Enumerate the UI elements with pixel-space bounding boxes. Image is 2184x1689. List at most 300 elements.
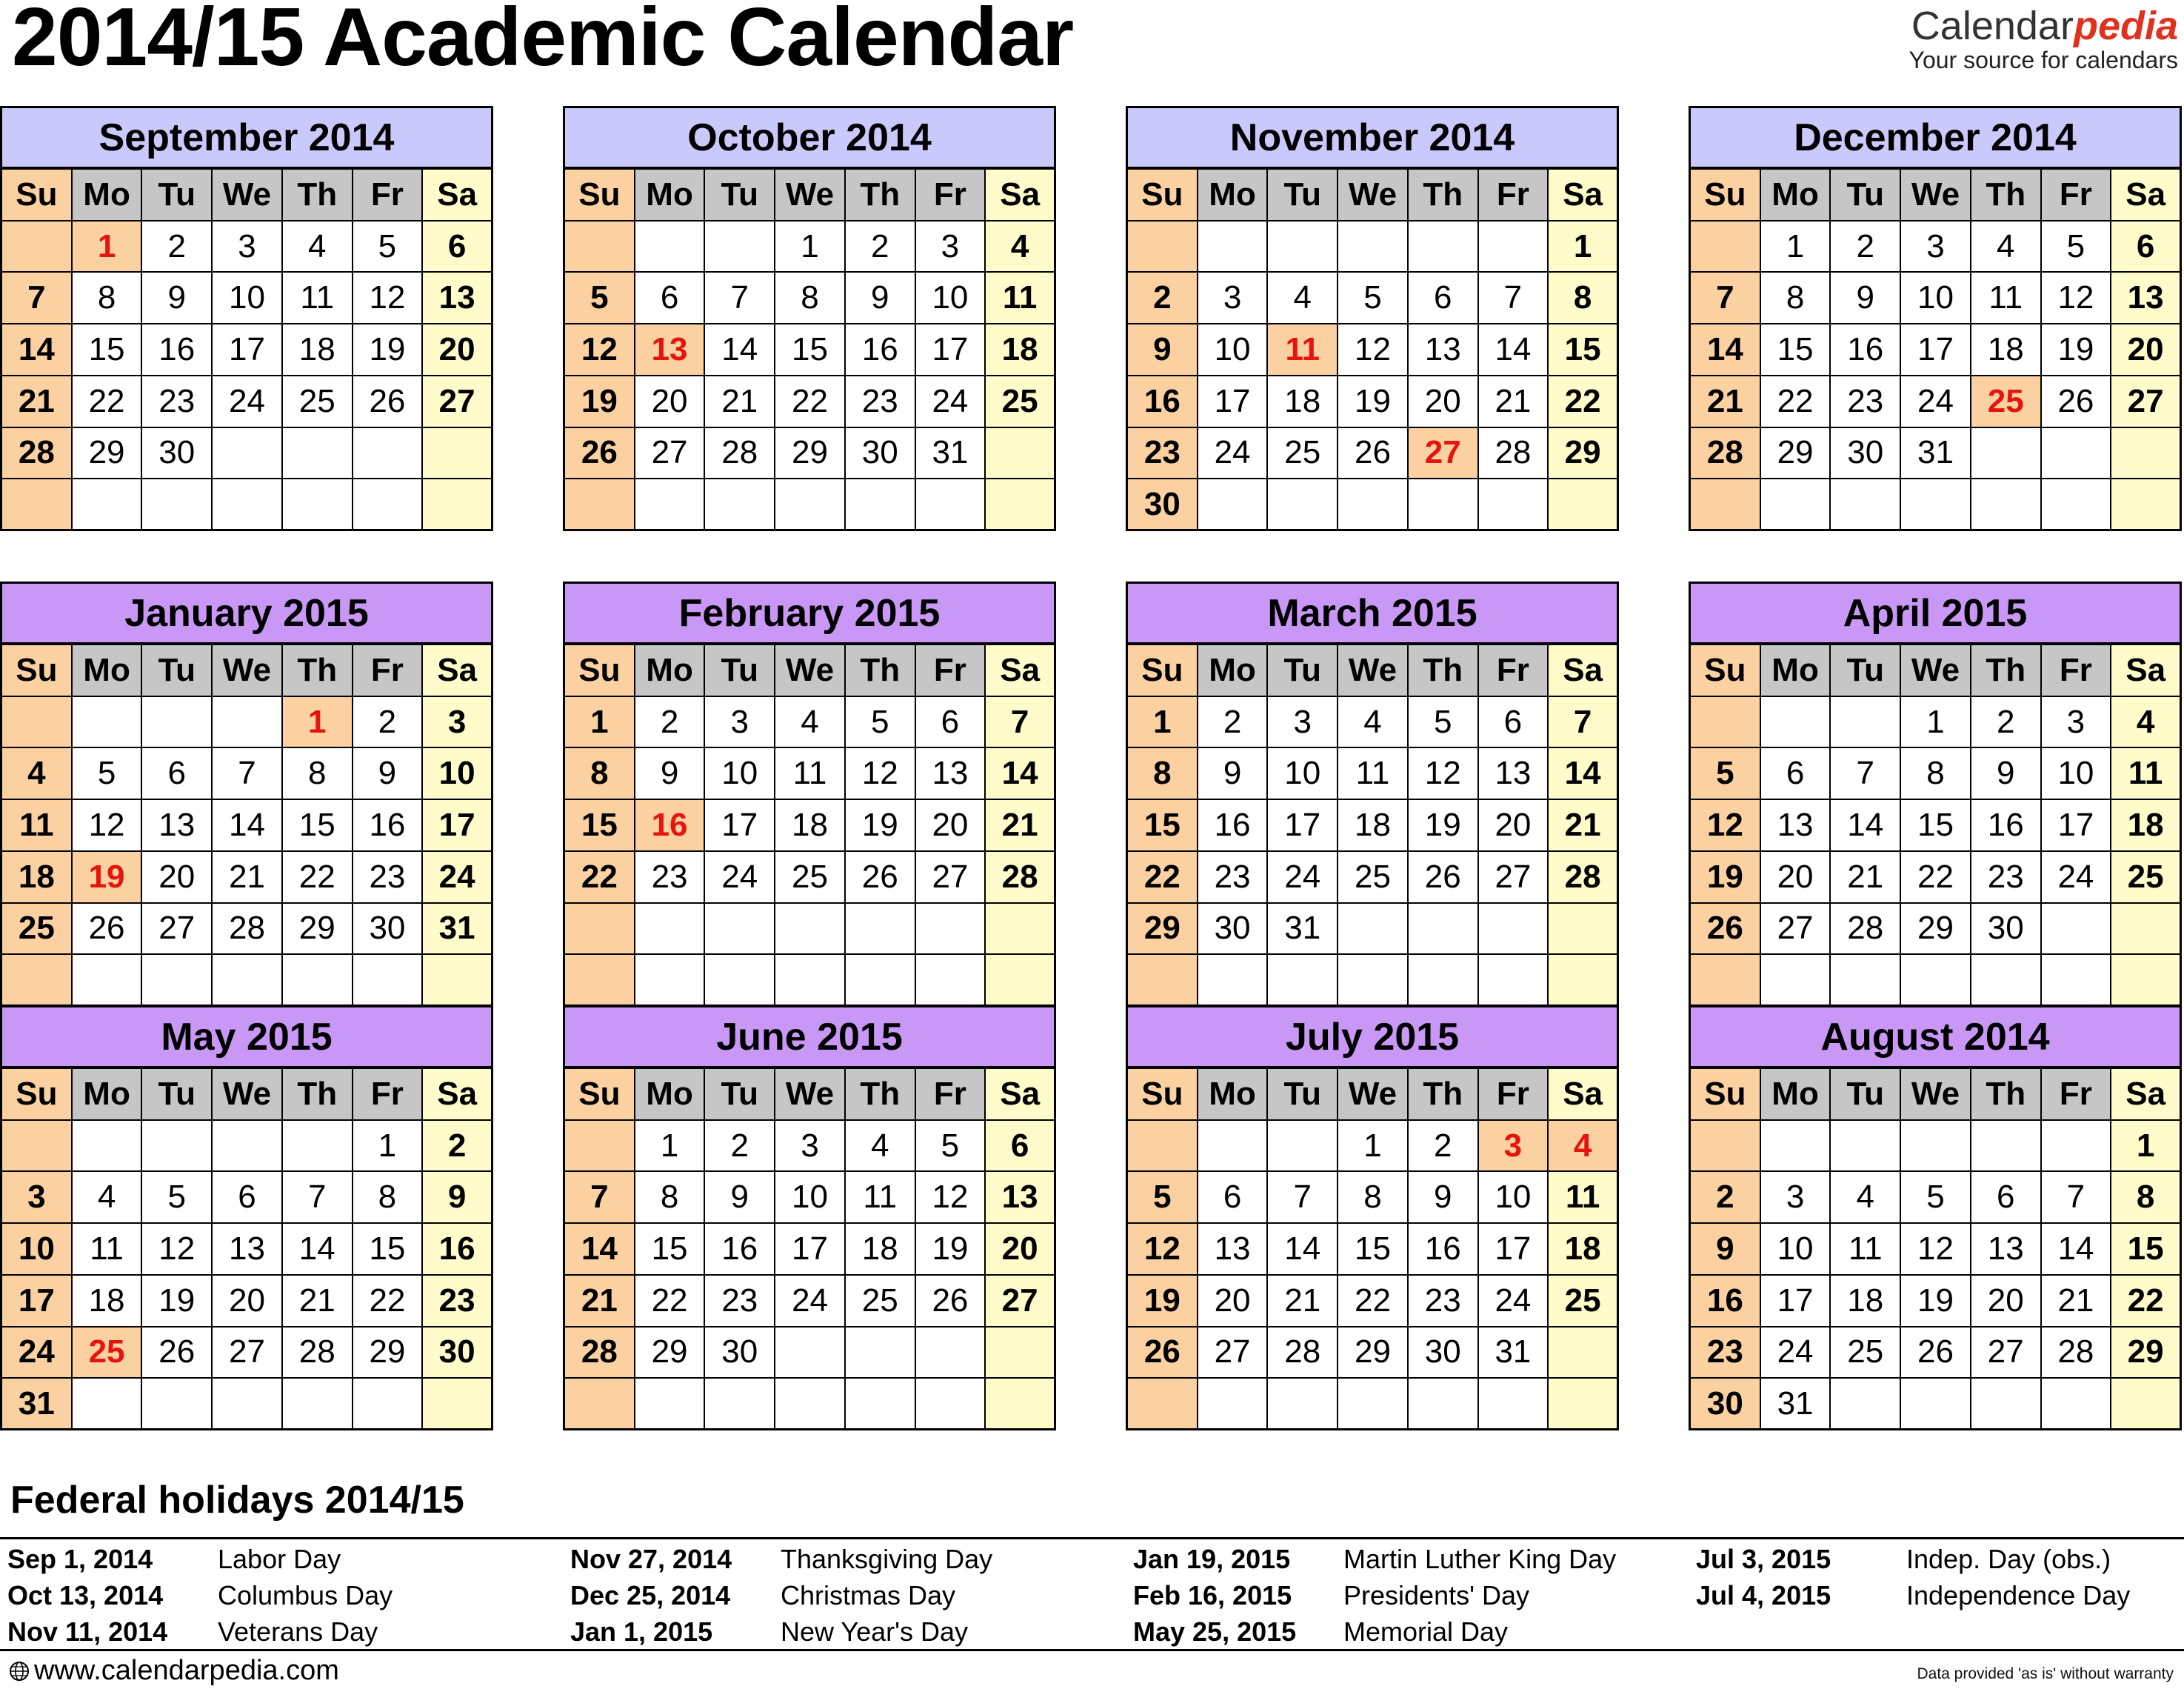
day-cell[interactable]: 4 — [2111, 697, 2182, 749]
day-cell[interactable]: 2 — [1971, 697, 2042, 749]
day-cell[interactable]: 8 — [775, 273, 846, 324]
day-cell[interactable]: 12 — [1128, 1224, 1198, 1276]
day-cell[interactable]: 18 — [73, 1276, 143, 1327]
day-cell[interactable]: 8 — [2111, 1172, 2182, 1224]
day-cell[interactable]: 5 — [846, 697, 916, 749]
day-cell[interactable]: 13 — [1409, 324, 1479, 376]
day-cell[interactable]: 26 — [565, 428, 635, 480]
day-cell[interactable]: 29 — [775, 428, 846, 480]
day-cell[interactable]: 7 — [213, 748, 283, 800]
day-cell[interactable]: 13 — [142, 800, 213, 852]
day-cell[interactable]: 19 — [1338, 376, 1409, 428]
day-cell[interactable]: 27 — [986, 1276, 1056, 1327]
day-cell[interactable]: 24 — [1479, 1276, 1549, 1327]
day-cell[interactable]: 15 — [1761, 324, 1831, 376]
day-cell[interactable]: 13 — [986, 1172, 1056, 1224]
day-cell[interactable]: 3 — [423, 697, 493, 749]
day-cell[interactable]: 3 — [705, 697, 775, 749]
day-cell[interactable]: 22 — [1128, 852, 1198, 904]
day-cell[interactable]: 11 — [2111, 748, 2182, 800]
day-cell[interactable]: 28 — [2, 428, 73, 480]
day-cell[interactable]: 26 — [916, 1276, 986, 1327]
day-cell[interactable]: 24 — [916, 376, 986, 428]
day-cell[interactable]: 22 — [1338, 1276, 1409, 1327]
day-cell[interactable]: 9 — [1128, 324, 1198, 376]
day-cell[interactable]: 19 — [1901, 1276, 1971, 1327]
day-cell[interactable]: 10 — [916, 273, 986, 324]
day-cell[interactable]: 21 — [2, 376, 73, 428]
day-cell[interactable]: 15 — [353, 1224, 424, 1276]
day-cell[interactable]: 2 — [705, 1121, 775, 1173]
day-cell[interactable]: 9 — [1831, 273, 1901, 324]
day-cell[interactable]: 2 — [635, 697, 706, 749]
day-cell[interactable]: 19 — [1691, 852, 1761, 904]
day-cell[interactable]: 12 — [1691, 800, 1761, 852]
day-cell[interactable]: 7 — [1691, 273, 1761, 324]
day-cell[interactable]: 9 — [705, 1172, 775, 1224]
day-cell[interactable]: 6 — [1479, 697, 1549, 749]
day-cell[interactable]: 30 — [1691, 1379, 1761, 1430]
day-cell[interactable]: 12 — [565, 324, 635, 376]
day-cell[interactable]: 6 — [423, 221, 493, 273]
day-cell[interactable]: 10 — [1198, 324, 1269, 376]
day-cell[interactable]: 8 — [73, 273, 143, 324]
day-cell[interactable]: 26 — [1338, 428, 1409, 480]
day-cell[interactable]: 5 — [1901, 1172, 1971, 1224]
day-cell[interactable]: 30 — [1128, 479, 1198, 531]
day-cell[interactable]: 10 — [1761, 1224, 1831, 1276]
day-cell[interactable]: 23 — [1198, 852, 1269, 904]
day-cell[interactable]: 2 — [846, 221, 916, 273]
day-cell[interactable]: 6 — [635, 273, 706, 324]
day-cell[interactable]: 28 — [1831, 904, 1901, 956]
day-cell[interactable]: 30 — [142, 428, 213, 480]
day-cell[interactable]: 21 — [283, 1276, 353, 1327]
day-cell[interactable]: 30 — [846, 428, 916, 480]
day-cell[interactable]: 10 — [1901, 273, 1971, 324]
day-cell[interactable]: 25 — [1268, 428, 1338, 480]
day-cell[interactable]: 6 — [916, 697, 986, 749]
day-cell[interactable]: 3 — [1901, 221, 1971, 273]
day-cell[interactable]: 26 — [142, 1327, 213, 1379]
day-cell[interactable]: 20 — [2111, 324, 2182, 376]
day-cell[interactable]: 17 — [1901, 324, 1971, 376]
day-cell[interactable]: 25 — [1549, 1276, 1619, 1327]
day-cell[interactable]: 6 — [1761, 748, 1831, 800]
day-cell[interactable]: 11 — [1971, 273, 2042, 324]
day-cell[interactable]: 2 — [1691, 1172, 1761, 1224]
day-cell[interactable]: 22 — [1761, 376, 1831, 428]
day-cell[interactable]: 30 — [1409, 1327, 1479, 1379]
day-cell[interactable]: 14 — [2042, 1224, 2112, 1276]
day-cell[interactable]: 17 — [423, 800, 493, 852]
day-cell[interactable]: 18 — [986, 324, 1056, 376]
day-cell[interactable]: 22 — [565, 852, 635, 904]
day-cell[interactable]: 17 — [916, 324, 986, 376]
day-cell[interactable]: 24 — [213, 376, 283, 428]
day-cell[interactable]: 4 — [73, 1172, 143, 1224]
day-cell[interactable]: 18 — [1971, 324, 2042, 376]
day-cell[interactable]: 12 — [353, 273, 424, 324]
day-cell[interactable]: 4 — [1831, 1172, 1901, 1224]
day-cell[interactable]: 10 — [1479, 1172, 1549, 1224]
day-cell[interactable]: 19 — [1128, 1276, 1198, 1327]
day-cell[interactable]: 22 — [1901, 852, 1971, 904]
day-cell[interactable]: 7 — [2042, 1172, 2112, 1224]
day-cell[interactable]: 30 — [1831, 428, 1901, 480]
day-cell[interactable]: 27 — [213, 1327, 283, 1379]
day-cell[interactable]: 30 — [1971, 904, 2042, 956]
day-cell[interactable]: 7 — [986, 697, 1056, 749]
day-cell[interactable]: 26 — [1409, 852, 1479, 904]
day-cell[interactable]: 7 — [1268, 1172, 1338, 1224]
day-cell[interactable]: 20 — [423, 324, 493, 376]
day-cell[interactable]: 10 — [1268, 748, 1338, 800]
day-cell[interactable]: 12 — [1901, 1224, 1971, 1276]
day-cell[interactable]: 15 — [1901, 800, 1971, 852]
day-cell[interactable]: 1 — [1338, 1121, 1409, 1173]
day-cell[interactable]: 16 — [705, 1224, 775, 1276]
day-cell[interactable]: 21 — [1549, 800, 1619, 852]
day-cell[interactable]: 26 — [1901, 1327, 1971, 1379]
day-cell[interactable]: 9 — [423, 1172, 493, 1224]
day-cell[interactable]: 3 — [213, 221, 283, 273]
day-cell[interactable]: 20 — [1761, 852, 1831, 904]
day-cell[interactable]: 27 — [2111, 376, 2182, 428]
holiday-day-cell[interactable]: 11 — [1268, 324, 1338, 376]
day-cell[interactable]: 3 — [1761, 1172, 1831, 1224]
day-cell[interactable]: 2 — [423, 1121, 493, 1173]
holiday-day-cell[interactable]: 16 — [635, 800, 706, 852]
day-cell[interactable]: 19 — [916, 1224, 986, 1276]
day-cell[interactable]: 12 — [2042, 273, 2112, 324]
day-cell[interactable]: 2 — [1409, 1121, 1479, 1173]
day-cell[interactable]: 13 — [1761, 800, 1831, 852]
day-cell[interactable]: 21 — [1831, 852, 1901, 904]
day-cell[interactable]: 27 — [1479, 852, 1549, 904]
day-cell[interactable]: 19 — [1409, 800, 1479, 852]
day-cell[interactable]: 7 — [2, 273, 73, 324]
day-cell[interactable]: 13 — [1198, 1224, 1269, 1276]
day-cell[interactable]: 31 — [1268, 904, 1338, 956]
day-cell[interactable]: 1 — [1761, 221, 1831, 273]
day-cell[interactable]: 17 — [705, 800, 775, 852]
day-cell[interactable]: 4 — [2, 748, 73, 800]
day-cell[interactable]: 15 — [635, 1224, 706, 1276]
day-cell[interactable]: 2 — [353, 697, 424, 749]
day-cell[interactable]: 3 — [2, 1172, 73, 1224]
day-cell[interactable]: 1 — [1128, 697, 1198, 749]
day-cell[interactable]: 6 — [142, 748, 213, 800]
day-cell[interactable]: 30 — [1198, 904, 1269, 956]
day-cell[interactable]: 11 — [2, 800, 73, 852]
day-cell[interactable]: 21 — [213, 852, 283, 904]
day-cell[interactable]: 24 — [1901, 376, 1971, 428]
day-cell[interactable]: 14 — [1691, 324, 1761, 376]
day-cell[interactable]: 27 — [635, 428, 706, 480]
day-cell[interactable]: 4 — [283, 221, 353, 273]
day-cell[interactable]: 25 — [283, 376, 353, 428]
day-cell[interactable]: 21 — [1268, 1276, 1338, 1327]
day-cell[interactable]: 23 — [1409, 1276, 1479, 1327]
day-cell[interactable]: 23 — [423, 1276, 493, 1327]
footer-link[interactable] — [9, 1655, 339, 1687]
day-cell[interactable]: 15 — [2111, 1224, 2182, 1276]
day-cell[interactable]: 13 — [1479, 748, 1549, 800]
day-cell[interactable]: 10 — [213, 273, 283, 324]
day-cell[interactable]: 26 — [73, 904, 143, 956]
day-cell[interactable]: 5 — [353, 221, 424, 273]
day-cell[interactable]: 23 — [1128, 428, 1198, 480]
day-cell[interactable]: 3 — [1268, 697, 1338, 749]
day-cell[interactable]: 24 — [423, 852, 493, 904]
day-cell[interactable]: 14 — [213, 800, 283, 852]
day-cell[interactable]: 15 — [1128, 800, 1198, 852]
day-cell[interactable]: 24 — [2, 1327, 73, 1379]
day-cell[interactable]: 6 — [2111, 221, 2182, 273]
day-cell[interactable]: 16 — [1831, 324, 1901, 376]
day-cell[interactable]: 18 — [283, 324, 353, 376]
day-cell[interactable]: 25 — [1831, 1327, 1901, 1379]
day-cell[interactable]: 29 — [283, 904, 353, 956]
day-cell[interactable]: 29 — [1338, 1327, 1409, 1379]
day-cell[interactable]: 3 — [1198, 273, 1269, 324]
day-cell[interactable]: 4 — [1971, 221, 2042, 273]
day-cell[interactable]: 1 — [635, 1121, 706, 1173]
day-cell[interactable]: 8 — [1901, 748, 1971, 800]
day-cell[interactable]: 21 — [705, 376, 775, 428]
day-cell[interactable]: 22 — [2111, 1276, 2182, 1327]
day-cell[interactable]: 12 — [142, 1224, 213, 1276]
day-cell[interactable]: 28 — [2042, 1327, 2112, 1379]
holiday-day-cell[interactable]: 25 — [1971, 376, 2042, 428]
day-cell[interactable]: 31 — [1901, 428, 1971, 480]
day-cell[interactable]: 4 — [1338, 697, 1409, 749]
day-cell[interactable]: 22 — [353, 1276, 424, 1327]
day-cell[interactable]: 20 — [916, 800, 986, 852]
day-cell[interactable]: 27 — [423, 376, 493, 428]
day-cell[interactable]: 19 — [142, 1276, 213, 1327]
day-cell[interactable]: 16 — [846, 324, 916, 376]
day-cell[interactable]: 26 — [1691, 904, 1761, 956]
day-cell[interactable]: 9 — [1691, 1224, 1761, 1276]
day-cell[interactable]: 7 — [1549, 697, 1619, 749]
day-cell[interactable]: 9 — [1409, 1172, 1479, 1224]
day-cell[interactable]: 19 — [565, 376, 635, 428]
day-cell[interactable]: 27 — [142, 904, 213, 956]
day-cell[interactable]: 28 — [1549, 852, 1619, 904]
day-cell[interactable]: 19 — [353, 324, 424, 376]
day-cell[interactable]: 26 — [1128, 1327, 1198, 1379]
day-cell[interactable]: 8 — [283, 748, 353, 800]
day-cell[interactable]: 8 — [1128, 748, 1198, 800]
day-cell[interactable]: 6 — [213, 1172, 283, 1224]
day-cell[interactable]: 24 — [1268, 852, 1338, 904]
day-cell[interactable]: 19 — [846, 800, 916, 852]
day-cell[interactable]: 12 — [1409, 748, 1479, 800]
day-cell[interactable]: 7 — [1831, 748, 1901, 800]
day-cell[interactable]: 15 — [775, 324, 846, 376]
day-cell[interactable]: 16 — [1409, 1224, 1479, 1276]
day-cell[interactable]: 14 — [1549, 748, 1619, 800]
day-cell[interactable]: 7 — [1479, 273, 1549, 324]
day-cell[interactable]: 27 — [916, 852, 986, 904]
day-cell[interactable]: 10 — [2, 1224, 73, 1276]
day-cell[interactable]: 4 — [775, 697, 846, 749]
day-cell[interactable]: 21 — [986, 800, 1056, 852]
day-cell[interactable]: 26 — [2042, 376, 2112, 428]
day-cell[interactable]: 28 — [565, 1327, 635, 1379]
day-cell[interactable]: 27 — [1971, 1327, 2042, 1379]
day-cell[interactable]: 25 — [846, 1276, 916, 1327]
day-cell[interactable]: 5 — [916, 1121, 986, 1173]
day-cell[interactable]: 14 — [2, 324, 73, 376]
day-cell[interactable]: 11 — [73, 1224, 143, 1276]
day-cell[interactable]: 14 — [1479, 324, 1549, 376]
day-cell[interactable]: 23 — [705, 1276, 775, 1327]
day-cell[interactable]: 11 — [283, 273, 353, 324]
day-cell[interactable]: 1 — [2111, 1121, 2182, 1173]
day-cell[interactable]: 16 — [1128, 376, 1198, 428]
day-cell[interactable]: 20 — [1971, 1276, 2042, 1327]
day-cell[interactable]: 21 — [1479, 376, 1549, 428]
day-cell[interactable]: 24 — [2042, 852, 2112, 904]
day-cell[interactable]: 20 — [635, 376, 706, 428]
day-cell[interactable]: 25 — [986, 376, 1056, 428]
day-cell[interactable]: 2 — [1831, 221, 1901, 273]
holiday-day-cell[interactable]: 25 — [73, 1327, 143, 1379]
holiday-day-cell[interactable]: 1 — [73, 221, 143, 273]
day-cell[interactable]: 18 — [1549, 1224, 1619, 1276]
day-cell[interactable]: 20 — [213, 1276, 283, 1327]
day-cell[interactable]: 6 — [1971, 1172, 2042, 1224]
day-cell[interactable]: 15 — [1549, 324, 1619, 376]
day-cell[interactable]: 8 — [1338, 1172, 1409, 1224]
day-cell[interactable]: 28 — [705, 428, 775, 480]
day-cell[interactable]: 1 — [353, 1121, 424, 1173]
day-cell[interactable]: 2 — [1128, 273, 1198, 324]
day-cell[interactable]: 25 — [775, 852, 846, 904]
day-cell[interactable]: 6 — [1198, 1172, 1269, 1224]
day-cell[interactable]: 14 — [1268, 1224, 1338, 1276]
day-cell[interactable]: 26 — [353, 376, 424, 428]
day-cell[interactable]: 16 — [423, 1224, 493, 1276]
day-cell[interactable]: 28 — [283, 1327, 353, 1379]
day-cell[interactable]: 8 — [353, 1172, 424, 1224]
day-cell[interactable]: 17 — [2, 1276, 73, 1327]
day-cell[interactable]: 5 — [142, 1172, 213, 1224]
day-cell[interactable]: 12 — [916, 1172, 986, 1224]
day-cell[interactable]: 22 — [283, 852, 353, 904]
day-cell[interactable]: 10 — [2042, 748, 2112, 800]
holiday-day-cell[interactable]: 3 — [1479, 1121, 1549, 1173]
day-cell[interactable]: 3 — [2042, 697, 2112, 749]
day-cell[interactable]: 24 — [775, 1276, 846, 1327]
day-cell[interactable]: 28 — [1479, 428, 1549, 480]
day-cell[interactable]: 1 — [1549, 221, 1619, 273]
day-cell[interactable]: 18 — [1268, 376, 1338, 428]
day-cell[interactable]: 17 — [1761, 1276, 1831, 1327]
day-cell[interactable]: 17 — [1198, 376, 1269, 428]
day-cell[interactable]: 9 — [142, 273, 213, 324]
day-cell[interactable]: 8 — [565, 748, 635, 800]
day-cell[interactable]: 18 — [1338, 800, 1409, 852]
day-cell[interactable]: 13 — [916, 748, 986, 800]
day-cell[interactable]: 27 — [1761, 904, 1831, 956]
brand-logo[interactable] — [1909, 4, 2178, 73]
day-cell[interactable]: 4 — [846, 1121, 916, 1173]
day-cell[interactable]: 13 — [213, 1224, 283, 1276]
day-cell[interactable]: 31 — [916, 428, 986, 480]
day-cell[interactable]: 9 — [846, 273, 916, 324]
day-cell[interactable]: 11 — [1549, 1172, 1619, 1224]
day-cell[interactable]: 25 — [2111, 852, 2182, 904]
day-cell[interactable]: 29 — [1761, 428, 1831, 480]
day-cell[interactable]: 29 — [2111, 1327, 2182, 1379]
day-cell[interactable]: 22 — [73, 376, 143, 428]
day-cell[interactable]: 14 — [705, 324, 775, 376]
day-cell[interactable]: 10 — [705, 748, 775, 800]
day-cell[interactable]: 13 — [1971, 1224, 2042, 1276]
day-cell[interactable]: 29 — [635, 1327, 706, 1379]
day-cell[interactable]: 15 — [283, 800, 353, 852]
day-cell[interactable]: 8 — [1761, 273, 1831, 324]
day-cell[interactable]: 23 — [846, 376, 916, 428]
day-cell[interactable]: 11 — [1831, 1224, 1901, 1276]
day-cell[interactable]: 16 — [353, 800, 424, 852]
day-cell[interactable]: 25 — [2, 904, 73, 956]
day-cell[interactable]: 11 — [775, 748, 846, 800]
day-cell[interactable]: 28 — [1691, 428, 1761, 480]
day-cell[interactable]: 8 — [635, 1172, 706, 1224]
day-cell[interactable]: 3 — [775, 1121, 846, 1173]
day-cell[interactable]: 18 — [2, 852, 73, 904]
day-cell[interactable]: 21 — [2042, 1276, 2112, 1327]
day-cell[interactable]: 28 — [986, 852, 1056, 904]
day-cell[interactable]: 25 — [1338, 852, 1409, 904]
day-cell[interactable]: 24 — [1198, 428, 1269, 480]
day-cell[interactable]: 26 — [846, 852, 916, 904]
day-cell[interactable]: 17 — [1268, 800, 1338, 852]
holiday-day-cell[interactable]: 13 — [635, 324, 706, 376]
day-cell[interactable]: 23 — [1831, 376, 1901, 428]
day-cell[interactable]: 16 — [1198, 800, 1269, 852]
holiday-day-cell[interactable]: 27 — [1409, 428, 1479, 480]
day-cell[interactable]: 21 — [565, 1276, 635, 1327]
day-cell[interactable]: 1 — [1901, 697, 1971, 749]
day-cell[interactable]: 14 — [283, 1224, 353, 1276]
day-cell[interactable]: 4 — [986, 221, 1056, 273]
day-cell[interactable]: 14 — [986, 748, 1056, 800]
day-cell[interactable]: 31 — [1761, 1379, 1831, 1430]
day-cell[interactable]: 10 — [423, 748, 493, 800]
day-cell[interactable]: 5 — [1338, 273, 1409, 324]
day-cell[interactable]: 15 — [1338, 1224, 1409, 1276]
day-cell[interactable]: 5 — [73, 748, 143, 800]
day-cell[interactable]: 4 — [1268, 273, 1338, 324]
day-cell[interactable]: 18 — [775, 800, 846, 852]
day-cell[interactable]: 31 — [2, 1379, 73, 1430]
day-cell[interactable]: 8 — [1549, 273, 1619, 324]
day-cell[interactable]: 16 — [1971, 800, 2042, 852]
day-cell[interactable]: 28 — [1268, 1327, 1338, 1379]
day-cell[interactable]: 24 — [1761, 1327, 1831, 1379]
day-cell[interactable]: 12 — [73, 800, 143, 852]
day-cell[interactable]: 27 — [1198, 1327, 1269, 1379]
day-cell[interactable]: 20 — [1198, 1276, 1269, 1327]
day-cell[interactable]: 15 — [73, 324, 143, 376]
day-cell[interactable]: 29 — [1901, 904, 1971, 956]
